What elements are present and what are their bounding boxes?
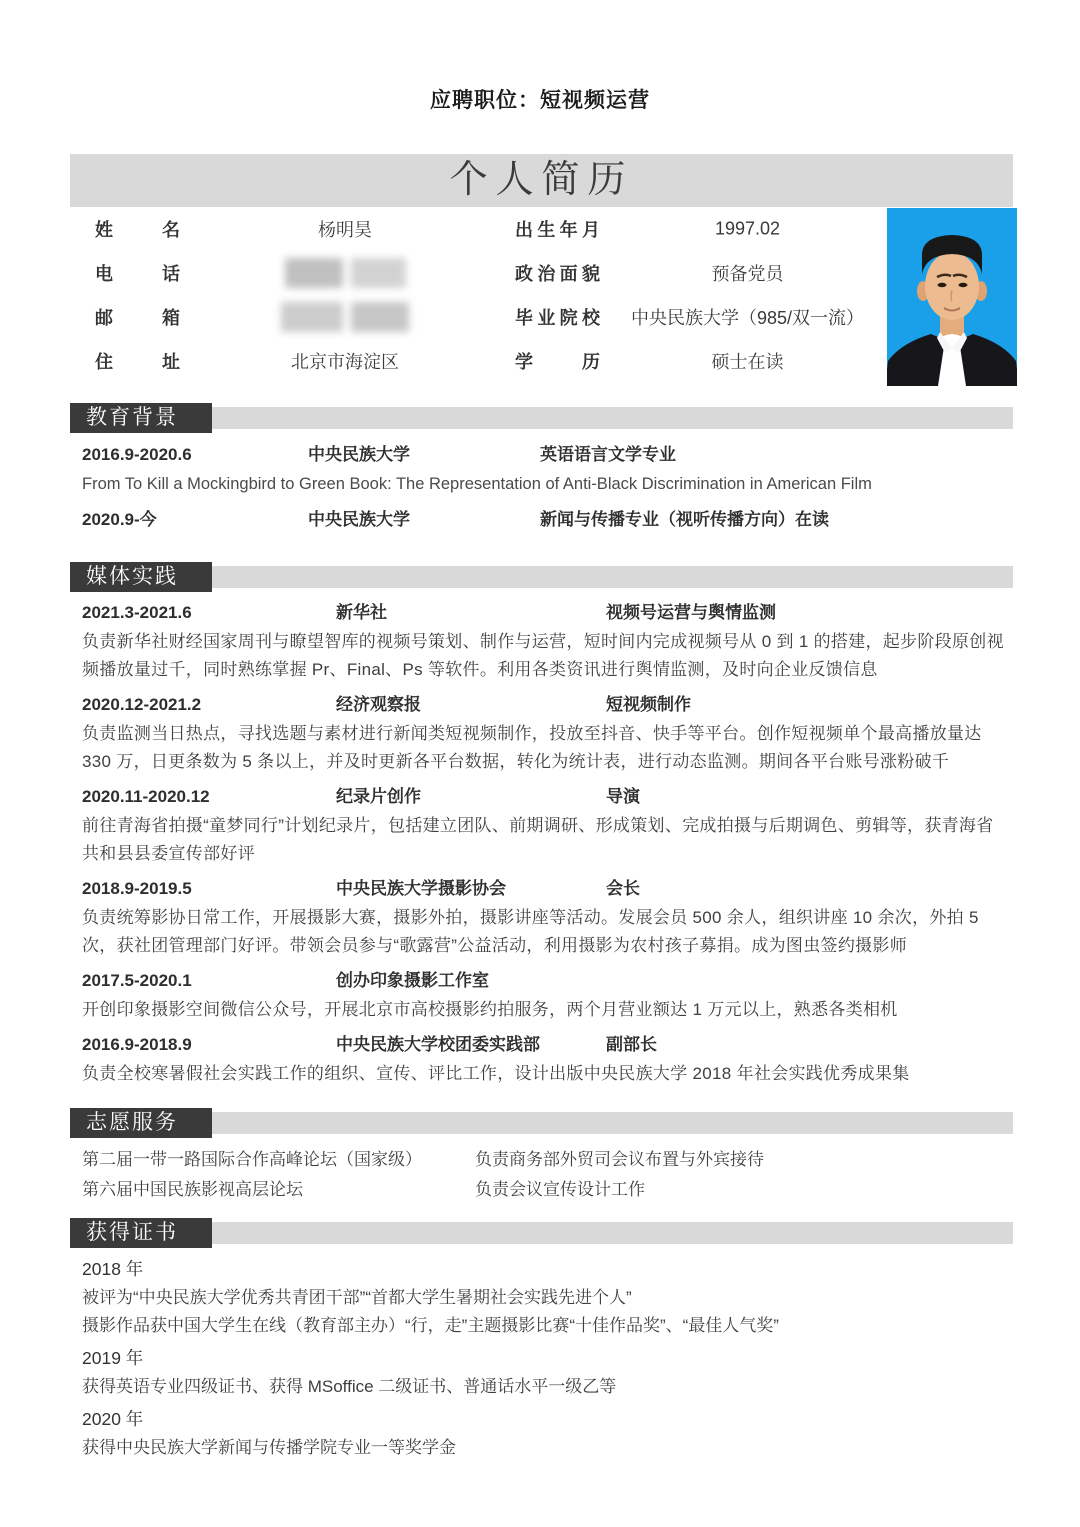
certificate-year: 2019 年 [82, 1348, 144, 1368]
certificate-item: 获得中央民族大学新闻与传播学院专业一等奖学金 [82, 1438, 456, 1457]
address-value: 北京市海淀区 [291, 352, 399, 372]
media-section-header [70, 562, 1013, 592]
id-photo [887, 208, 1017, 386]
media-role [606, 966, 1008, 996]
certificate-item: 摄影作品获中国大学生在线（教育部主办）“行，走”主题摄影比赛“十佳作品奖”、“最佳人气奖” [82, 1316, 779, 1335]
media-org: 经济观察报 [336, 695, 421, 714]
phone-label: 电话 [95, 264, 180, 284]
email-label: 邮箱 [95, 308, 180, 328]
volunteer-entry [82, 1145, 1008, 1175]
resume-title-banner [70, 154, 1013, 207]
birth-label: 出生年月 [515, 220, 600, 240]
profile-row [70, 251, 1013, 295]
certificate-year: 2020 年 [82, 1409, 144, 1429]
volunteer-event: 第六届中国民族影视高层论坛 [82, 1180, 303, 1199]
media-org: 中央民族大学摄影协会 [336, 879, 506, 898]
address-label: 住址 [95, 352, 180, 372]
redacted-blur-block [200, 302, 490, 332]
media-role: 副部长 [606, 1035, 657, 1054]
education-date: 2020.9-今 [82, 510, 157, 529]
media-description: 负责全校寒暑假社会实践工作的组织、宣传、评比工作，设计出版中央民族大学 2018 年社会实践优秀成果集 [82, 1064, 910, 1083]
media-date: 2017.5-2020.1 [82, 971, 192, 990]
education-section [82, 440, 1008, 535]
education-major: 新闻与传播专业（视听传播方向）在读 [540, 510, 829, 529]
volunteer-section-header [70, 1108, 1013, 1138]
school-label: 毕业院校 [515, 308, 600, 328]
media-entry-heading [82, 782, 1008, 812]
media-entry-heading [82, 598, 1008, 628]
certificate-year-group [82, 1254, 1008, 1340]
redacted-blur-block [200, 258, 490, 288]
media-description: 负责统筹影协日常工作，开展摄影大赛，摄影外拍，摄影讲座等活动。发展会员 500 余人，组织讲座 10 余次，外拍 5 次，获社团管理部门好评。带领会员参与“歌露营”公益活动，利用摄影为农村孩子募捐。成为图虫签约摄影师 [82, 908, 979, 955]
education-school: 中央民族大学 [308, 445, 410, 464]
profile-row [70, 295, 1013, 339]
school-value: 中央民族大学（985/双一流） [630, 308, 865, 328]
media-org: 新华社 [336, 603, 387, 622]
volunteer-section-title: 志愿服务 [70, 1108, 212, 1138]
certificates-section [82, 1254, 1008, 1462]
email-value-redacted [200, 302, 490, 332]
certificate-year: 2018 年 [82, 1259, 144, 1279]
media-entry [82, 690, 1008, 776]
volunteer-section [82, 1145, 1008, 1205]
education-section-header [70, 403, 1013, 433]
degree-value: 硕士在读 [711, 352, 784, 372]
media-entry-heading [82, 874, 1008, 904]
media-org: 中央民族大学校团委实践部 [336, 1035, 540, 1054]
media-date: 2021.3-2021.6 [82, 603, 192, 622]
id-photo-graphic [887, 208, 1017, 386]
media-entry-heading [82, 1030, 1008, 1060]
education-entry-heading [82, 505, 1008, 535]
media-section [82, 598, 1008, 1088]
education-entry-heading [82, 440, 1008, 470]
education-entry [82, 505, 1008, 535]
volunteer-event: 第二届一带一路国际合作高峰论坛（国家级） [82, 1150, 422, 1169]
media-entry [82, 1030, 1008, 1088]
media-entry [82, 966, 1008, 1024]
media-org: 纪录片创作 [336, 787, 421, 806]
certificates-section-title: 获得证书 [70, 1218, 212, 1248]
volunteer-duty: 负责会议宣传设计工作 [475, 1180, 645, 1199]
media-org: 创办印象摄影工作室 [336, 971, 489, 990]
personal-info-section [70, 207, 1013, 383]
education-school: 中央民族大学 [308, 510, 410, 529]
media-entry [82, 782, 1008, 868]
media-role: 会长 [606, 879, 640, 898]
name-value: 杨明昊 [318, 220, 372, 240]
certificate-item: 获得英语专业四级证书、获得 MSoffice 二级证书、普通话水平一级乙等 [82, 1377, 617, 1396]
resume-title: 个人简历 [449, 159, 634, 201]
certificate-year-group [82, 1343, 1008, 1401]
volunteer-entry [82, 1175, 1008, 1205]
media-date: 2020.11-2020.12 [82, 787, 210, 806]
certificate-year-group [82, 1404, 1008, 1462]
certificates-section-header [70, 1218, 1013, 1248]
education-entry [82, 440, 1008, 498]
apply-position-title: 应聘职位：短视频运营 [430, 88, 650, 112]
media-entry-heading [82, 966, 1008, 996]
phone-value-redacted [200, 258, 490, 288]
education-date: 2016.9-2020.6 [82, 445, 192, 464]
thesis-title: From To Kill a Mockingbird to Green Book: The Representation of Anti-Black Discrimination in American Film [82, 475, 872, 493]
media-description: 开创印象摄影空间微信公众号，开展北京市高校摄影约拍服务，两个月营业额达 1 万元以上，熟悉各类相机 [82, 1000, 898, 1019]
media-date: 2016.9-2018.9 [82, 1035, 192, 1054]
degree-label: 学历 [515, 352, 600, 372]
name-label: 姓名 [95, 220, 180, 240]
media-description: 负责新华社财经国家周刊与瞭望智库的视频号策划、制作与运营，短时间内完成视频号从 0 到 1 的搭建，起步阶段原创视频播放量过千，同时熟练掌握 Pr、Final、Ps 等软件。利用各类资讯进行舆情监测，及时向企业反馈信息 [82, 632, 1004, 679]
media-role: 视频号运营与舆情监测 [606, 603, 776, 622]
media-role: 导演 [606, 787, 640, 806]
media-role: 短视频制作 [606, 695, 691, 714]
media-entry [82, 598, 1008, 684]
birth-value: 1997.02 [714, 218, 781, 239]
profile-row [70, 207, 1013, 251]
media-entry-heading [82, 690, 1008, 720]
media-section-title: 媒体实践 [70, 562, 212, 592]
volunteer-duty: 负责商务部外贸司会议布置与外宾接待 [475, 1150, 764, 1169]
political-status-value: 预备党员 [711, 264, 784, 284]
political-status-label: 政治面貌 [515, 264, 600, 284]
media-description: 前往青海省拍摄“童梦同行”计划纪录片，包括建立团队、前期调研、形成策划、完成拍摄与后期调色、剪辑等，获青海省共和县县委宣传部好评 [82, 816, 994, 863]
media-entry [82, 874, 1008, 960]
education-section-title: 教育背景 [70, 403, 212, 433]
profile-row [70, 339, 1013, 383]
media-description: 负责监测当日热点，寻找选题与素材进行新闻类短视频制作，投放至抖音、快手等平台。创作短视频单个最高播放量达 330 万，日更条数为 5 条以上，并及时更新各平台数据，转化为统计表，进行动态监测。期间各平台账号涨粉破千 [82, 724, 982, 771]
media-date: 2020.12-2021.2 [82, 695, 202, 714]
media-date: 2018.9-2019.5 [82, 879, 192, 898]
education-major: 英语语言文学专业 [540, 445, 676, 464]
certificate-item: 被评为“中央民族大学优秀共青团干部”“首都大学生暑期社会实践先进个人” [82, 1288, 632, 1307]
